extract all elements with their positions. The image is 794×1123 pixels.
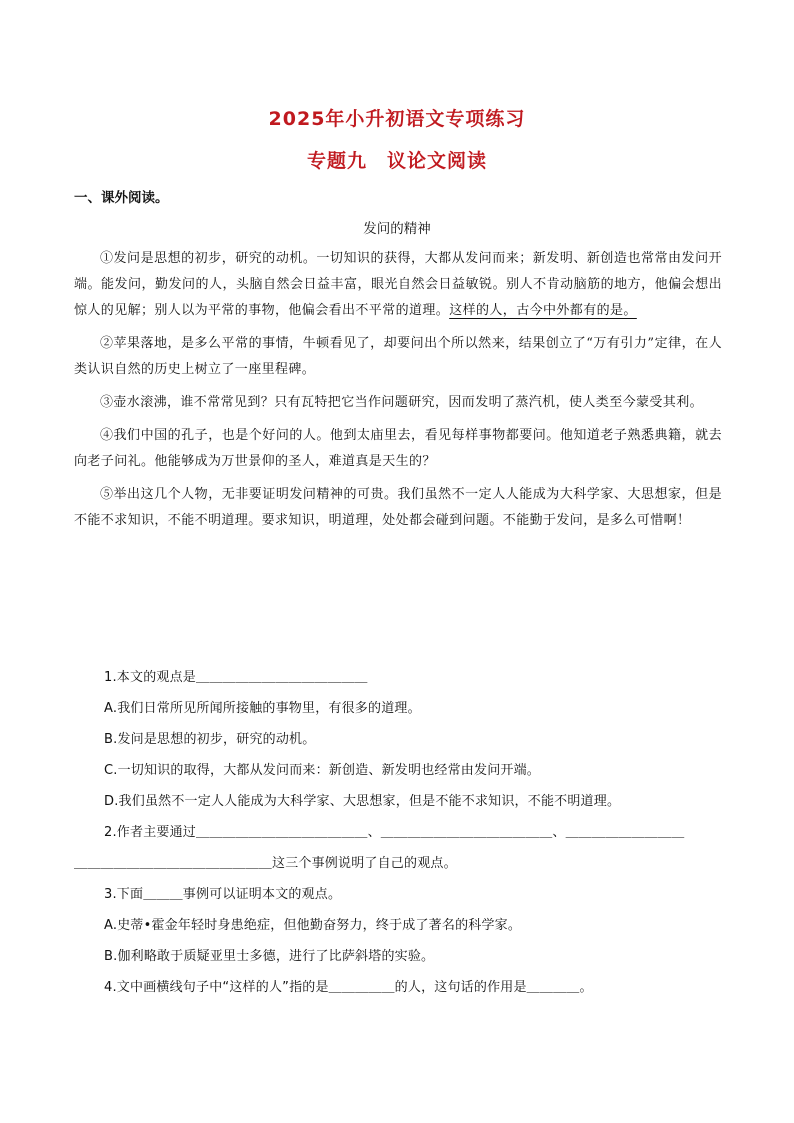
question-1-option-c: C.一切知识的取得，大都从发问而来：新创造、新发明也经常由发问开端。 <box>104 763 541 778</box>
article-body <box>74 246 722 541</box>
question-1-option-a: A.我们日常所见所闻所接触的事物里，有很多的道理。 <box>104 701 421 716</box>
paragraph-5: ⑤举出这几个人物，无非要证明发问精神的可贵。我们虽然不一定人人能成为大科学家、大思想家，但是不能不求知识，不能不明道理。要求知识，明道理，处处都会碰到问题。不能勤于发问，是多么可惜啊！ <box>74 487 722 528</box>
paragraph-1-text: ①发问是思想的初步，研究的动机。一切知识的获得，大都从发问而来；新发明、新创造也常常由发问开端。能发问，勤发问的人，头脑自然会日益丰富，眼光自然会日益敏锐。别人不肯动脑筋的地方，他偏会想出惊人的见解；别人以为平常的事物，他偏会看出不平常的道理。 <box>74 251 722 318</box>
paragraph-2: ②苹果落地，是多么平常的事情，牛顿看见了，却要问出个所以然来，结果创立了“万有引力”定律，在人类认识自然的历史上树立了一座里程碑。 <box>74 336 722 377</box>
paragraph-4: ④我们中国的孔子，也是个好问的人。他到太庙里去，看见每样事物都要问。他知道老子熟悉典籍，就去向老子问礼。他能够成为万世景仰的圣人，难道真是天生的？ <box>74 428 722 469</box>
section-heading: 一、课外阅读。 <box>74 190 169 206</box>
question-3-option-b: B.伽利略敢于质疑亚里士多德，进行了比萨斜塔的实验。 <box>104 949 435 964</box>
question-2-line-1: 2.作者主要通过＿＿＿＿＿＿＿＿＿＿＿＿＿、＿＿＿＿＿＿＿＿＿＿＿＿＿、＿＿＿＿＿＿＿＿＿ <box>104 825 685 840</box>
questions-block <box>74 662 722 1003</box>
question-4: 4.文中画横线句子中“这样的人”指的是＿＿＿＿＿的人，这句话的作用是＿＿＿＿。 <box>104 980 593 995</box>
question-3-option-a: A.史蒂•霍金年轻时身患绝症，但他勤奋努力，终于成了著名的科学家。 <box>104 918 522 933</box>
paragraph-1 <box>74 246 722 324</box>
question-1-option-d: D.我们虽然不一定人人能成为大科学家、大思想家，但是不能不求知识，不能不明道理。 <box>104 794 621 809</box>
question-1-option-b: B.发问是思想的初步，研究的动机。 <box>104 732 316 747</box>
question-3: 3.下面＿＿＿事例可以证明本文的观点。 <box>104 887 342 902</box>
article-title: 发问的精神 <box>363 221 431 237</box>
underlined-sentence: 这样的人，古今中外都有的是。 <box>449 303 637 318</box>
page-subtitle: 专题九 议论文阅读 <box>306 150 487 172</box>
paragraph-3: ③壶水滚沸，谁不常常见到？只有瓦特把它当作问题研究，因而发明了蒸汽机，使人类至今蒙受其利。 <box>100 395 704 410</box>
page-title: 2025年小升初语文专项练习 <box>268 108 526 130</box>
question-2-line-2: ＿＿＿＿＿＿＿＿＿＿＿＿＿＿＿这三个事例说明了自己的观点。 <box>74 856 457 871</box>
question-1: 1.本文的观点是＿＿＿＿＿＿＿＿＿＿＿＿＿ <box>104 670 368 685</box>
